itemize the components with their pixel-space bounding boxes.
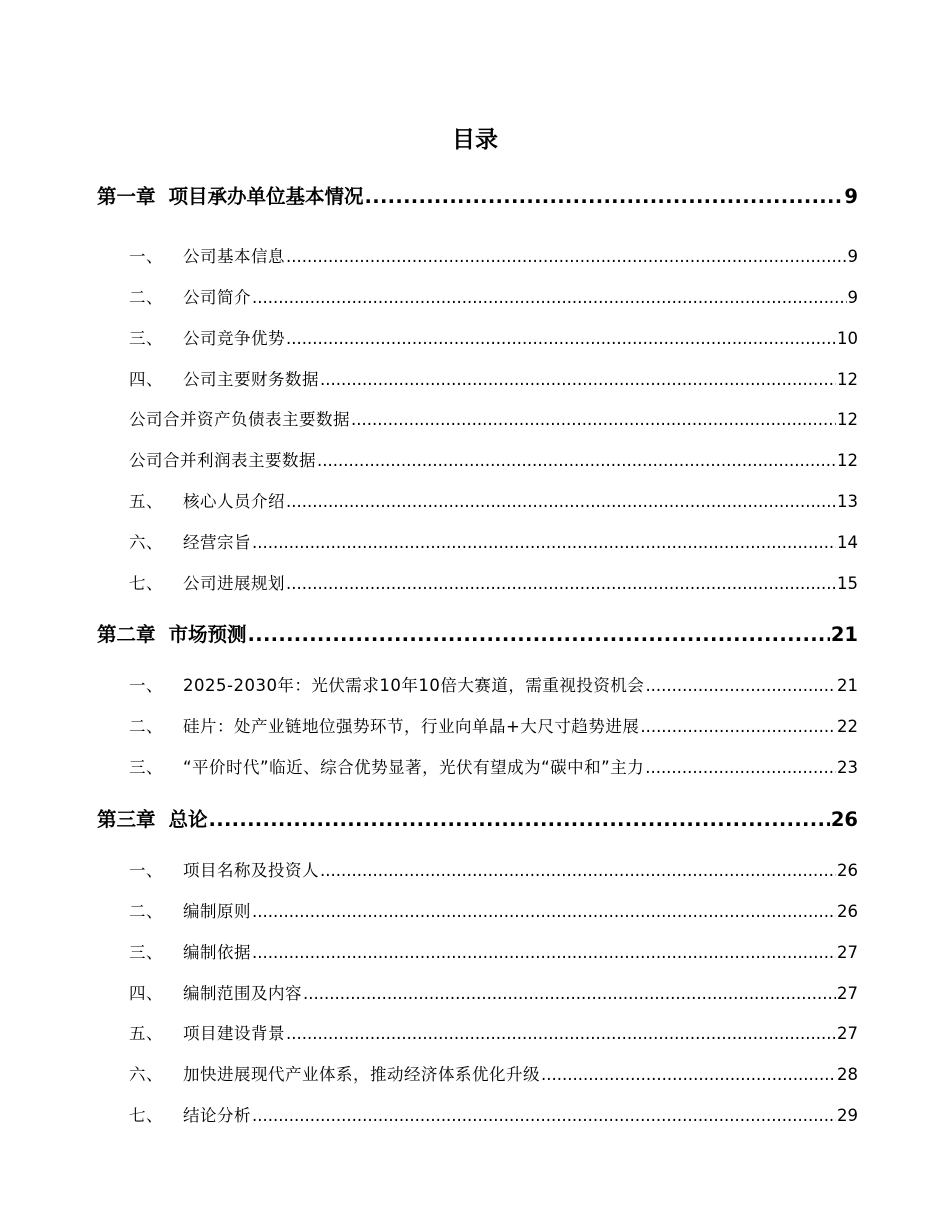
toc-entry-title: 市场预测 [168, 623, 247, 646]
dot-leader [351, 408, 836, 432]
toc-entry-number: 第二章 [97, 623, 156, 646]
toc-entry-number: 四、 [129, 984, 163, 1003]
dot-leader [286, 327, 836, 351]
toc-page-number: 27 [837, 984, 858, 1003]
toc-entry-title: 项目建设背景 [183, 1024, 285, 1043]
toc-entry-number: 三、 [129, 943, 163, 962]
dot-leader [645, 756, 836, 780]
toc-entry-title: 编制原则 [183, 902, 251, 921]
toc-section-entry[interactable] [129, 327, 858, 351]
toc-section-entry[interactable] [129, 982, 858, 1006]
toc-section-entry[interactable] [129, 368, 858, 392]
dot-leader [252, 941, 836, 965]
toc-section-entry[interactable] [129, 572, 858, 596]
toc-entry-number: 第一章 [97, 185, 156, 208]
toc-page-number: 12 [837, 370, 858, 389]
dot-leader [303, 982, 836, 1006]
toc-entry-title: 核心人员介绍 [183, 492, 285, 511]
toc-entry-title: 公司进展规划 [183, 574, 285, 593]
toc-chapter-entry[interactable] [97, 806, 858, 834]
toc-page-number: 13 [837, 492, 858, 511]
toc-entry-number: 五、 [129, 1024, 163, 1043]
toc-entry-title: 总论 [168, 808, 208, 831]
toc-section-entry[interactable] [129, 408, 858, 432]
toc-section-entry[interactable] [129, 1063, 858, 1087]
toc-entry-number: 一、 [129, 861, 163, 880]
toc-entry-title: 编制依据 [183, 943, 251, 962]
dot-leader [541, 1063, 836, 1087]
toc-page-number: 27 [837, 1024, 858, 1043]
toc-page-number: 23 [837, 758, 858, 777]
toc-entry-title: 编制范围及内容 [183, 984, 302, 1003]
toc-page-number: 9 [847, 288, 858, 307]
toc-section-entry[interactable] [129, 756, 858, 780]
toc-page-number: 26 [830, 808, 858, 831]
toc-page-number: 27 [837, 943, 858, 962]
toc-entry-number: 二、 [129, 717, 163, 736]
toc-entry-title: 公司合并资产负债表主要数据 [129, 410, 350, 429]
dot-leader [248, 621, 830, 649]
toc-entry-title: 加快进展现代产业体系，推动经济体系优化升级 [183, 1065, 540, 1084]
toc-page-number: 28 [837, 1065, 858, 1084]
toc-page-number: 9 [844, 185, 858, 208]
dot-leader [320, 859, 836, 883]
toc-entry-title: 公司合并利润表主要数据 [129, 451, 316, 470]
toc-page-number: 9 [847, 247, 858, 266]
toc-section-entry[interactable] [129, 674, 858, 698]
toc-title: 目录 [452, 127, 498, 153]
dot-leader [252, 286, 847, 310]
toc-entry-number: 七、 [129, 574, 163, 593]
toc-page-number: 10 [837, 329, 858, 348]
dot-leader [252, 531, 836, 555]
toc-entry-title: 公司竞争优势 [183, 329, 285, 348]
toc-page-number: 14 [837, 533, 858, 552]
toc-entry-title: “平价时代”临近、综合优势显著，光伏有望成为“碳中和”主力 [183, 758, 645, 777]
dot-leader [320, 368, 836, 392]
toc-entry-title: 公司主要财务数据 [183, 370, 319, 389]
toc-entry-number: 五、 [129, 492, 163, 511]
toc-entry-number: 三、 [129, 758, 163, 777]
toc-page-number: 21 [830, 623, 858, 646]
dot-leader [286, 1022, 836, 1046]
toc-page-number: 12 [837, 451, 858, 470]
toc-entry-title: 公司基本信息 [183, 247, 285, 266]
toc-section-entry[interactable] [129, 941, 858, 965]
toc-section-entry[interactable] [129, 490, 858, 514]
toc-section-entry[interactable] [129, 859, 858, 883]
dot-leader [286, 572, 836, 596]
dot-leader [640, 715, 836, 739]
toc-page-number: 12 [837, 410, 858, 429]
toc-entry-number: 一、 [129, 247, 163, 266]
toc-entry-number: 七、 [129, 1106, 163, 1125]
dot-leader [317, 449, 836, 473]
toc-page-number: 21 [837, 676, 858, 695]
toc-entry-number: 四、 [129, 370, 163, 389]
toc-section-entry[interactable] [129, 900, 858, 924]
toc-section-entry[interactable] [129, 1104, 858, 1128]
toc-page-number: 26 [837, 902, 858, 921]
dot-leader [252, 1104, 836, 1128]
dot-leader [286, 245, 847, 269]
toc-entry-title: 公司简介 [183, 288, 251, 307]
toc-page-number: 15 [837, 574, 858, 593]
toc-page-number: 29 [837, 1106, 858, 1125]
toc-section-entry[interactable] [129, 286, 858, 310]
toc-section-entry[interactable] [129, 1022, 858, 1046]
dot-leader [645, 674, 836, 698]
toc-entry-title: 硅片：处产业链地位强势环节，行业向单晶+大尺寸趋势进展 [183, 717, 640, 736]
toc-entry-number: 二、 [129, 288, 163, 307]
toc-entry-number: 二、 [129, 902, 163, 921]
toc-chapter-entry[interactable] [97, 183, 858, 211]
toc-entry-number: 三、 [129, 329, 163, 348]
dot-leader [286, 490, 836, 514]
toc-section-entry[interactable] [129, 531, 858, 555]
toc-entry-number: 六、 [129, 533, 163, 552]
toc-entry-number: 第三章 [97, 808, 156, 831]
toc-entry-number: 一、 [129, 676, 163, 695]
dot-leader [209, 806, 830, 834]
toc-entry-title: 项目承办单位基本情况 [168, 185, 364, 208]
toc-entry-title: 2025-2030年：光伏需求10年10倍大赛道，需重视投资机会 [183, 676, 645, 695]
toc-page-number: 26 [837, 861, 858, 880]
toc-entry-number: 六、 [129, 1065, 163, 1084]
toc-section-entry[interactable] [129, 449, 858, 473]
toc-section-entry[interactable] [129, 245, 858, 269]
toc-entry-title: 项目名称及投资人 [183, 861, 319, 880]
dot-leader [365, 183, 844, 211]
toc-page-number: 22 [837, 717, 858, 736]
dot-leader [252, 900, 836, 924]
toc-chapter-entry[interactable] [97, 621, 858, 649]
toc-section-entry[interactable] [129, 715, 858, 739]
toc-entry-title: 经营宗旨 [183, 533, 251, 552]
toc-entry-title: 结论分析 [183, 1106, 251, 1125]
